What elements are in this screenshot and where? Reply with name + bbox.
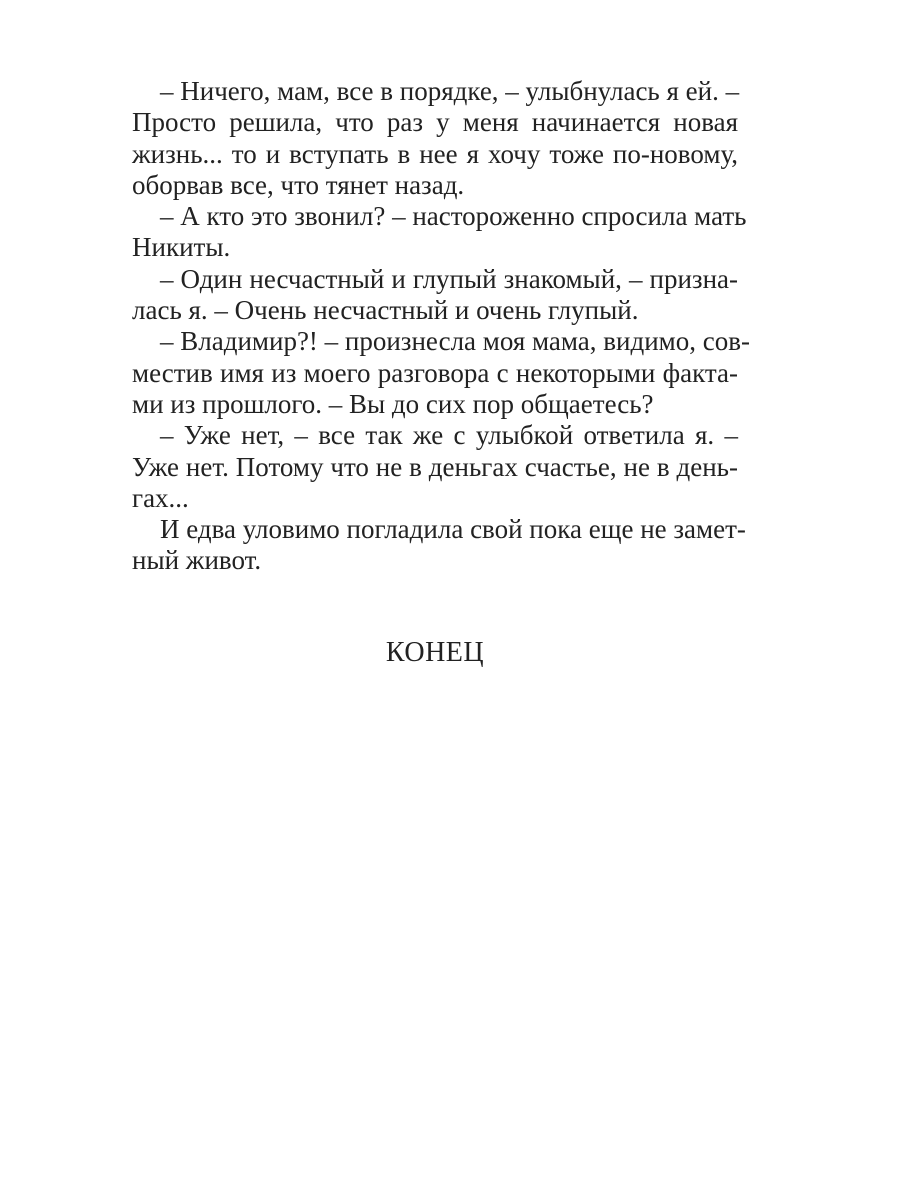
text-line: – Уже нет, – все так же с улыбкой ответила я. –: [160, 420, 738, 451]
paragraph-3: [132, 264, 738, 327]
text-line: лась я. – Очень несчастный и очень глупый.: [132, 295, 639, 326]
text-line: ми из прошлого. – Вы до сих пор общаетесь?: [132, 388, 654, 419]
ending-heading: КОНЕЦ: [385, 637, 485, 668]
text-line: – Ничего, мам, все в порядке, – улыбнулась я ей. –: [160, 76, 740, 106]
text-line: – Один несчастный и глупый знакомый, – призна-: [160, 263, 738, 294]
paragraph-1: [132, 76, 738, 201]
text-line: местив имя из моего разговора с некоторыми факта-: [132, 357, 738, 388]
text-line: гах...: [132, 482, 189, 513]
text-line: И едва уловимо погладила свой пока еще не замет-: [160, 514, 746, 545]
text-line: оборвав все, что тянет назад.: [132, 169, 465, 200]
text-line: Уже нет. Потому что не в деньгах счастье, не в день-: [132, 451, 738, 482]
text-line: – А кто это звонил? – настороженно спросила мать: [160, 201, 747, 232]
text-line: – Владимир?! – произнесла моя мама, видимо, сов-: [160, 326, 750, 357]
text-line: Никиты.: [132, 232, 231, 263]
text-line: Просто решила, что раз у меня начинается новая: [132, 107, 738, 138]
paragraph-4: [132, 326, 750, 420]
book-page: [132, 76, 750, 668]
paragraph-2: [132, 201, 747, 264]
text-line: жизнь... то и вступать в нее я хочу тоже по-новому,: [132, 138, 738, 169]
text-line: ный живот.: [132, 545, 262, 576]
paragraph-6: [132, 514, 746, 577]
paragraph-5: [132, 420, 738, 514]
